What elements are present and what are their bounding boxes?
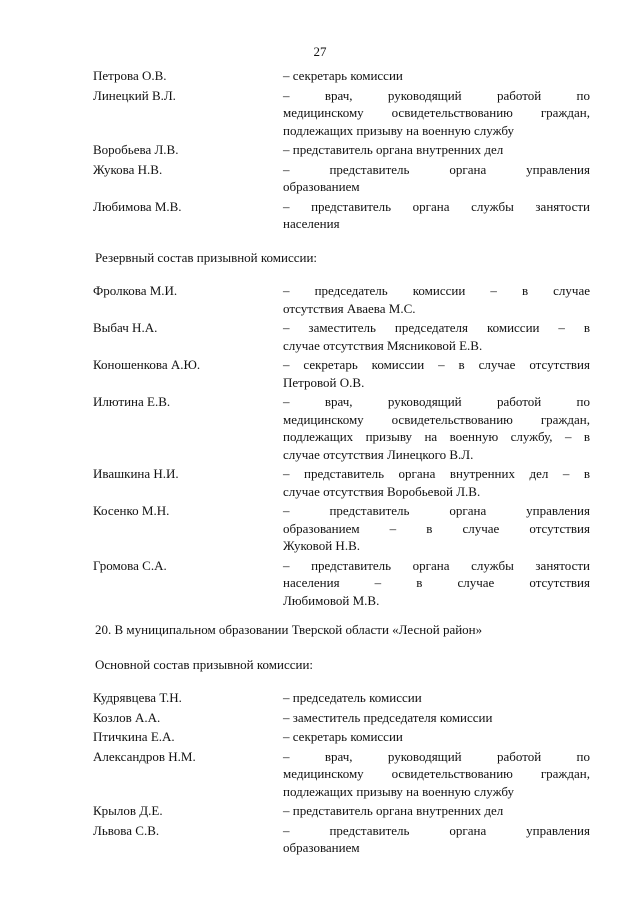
member-name: Кудрявцева Т.Н. [93, 690, 182, 705]
role-line: – представитель органа службы занятости [283, 198, 590, 214]
role-line: подлежащих призыву на военную службу [283, 122, 514, 138]
role-line: образованием – в случае отсутствия [283, 520, 590, 536]
member-name: Воробьева Л.В. [93, 142, 179, 157]
role-line: – секретарь комиссии [283, 729, 403, 744]
role-line: медицинскому освидетельствованию граждан, [283, 766, 590, 781]
role-line: Петровой О.В. [283, 374, 365, 390]
member-role [283, 393, 590, 463]
member-name: Коношенкова А.Ю. [93, 357, 201, 372]
role-line: – представитель органа управления [283, 161, 590, 177]
reserve-heading: Резервный состав призывной комиссии: [95, 250, 318, 265]
member-role [283, 802, 590, 820]
role-line: – представитель органа управления [283, 503, 590, 518]
role-line: медицинскому освидетельствованию граждан, [283, 411, 590, 427]
role-line: населения [283, 216, 340, 231]
member-role [283, 87, 590, 140]
member-name: Выбач Н.А. [93, 320, 158, 335]
member-name: Линецкий В.Л. [93, 87, 176, 103]
section-20-heading: 20. В муниципальном образовании Тверской области «Лесной район» [95, 622, 483, 637]
role-line: – представитель органа службы занятости [283, 557, 590, 573]
member-role [283, 282, 590, 317]
member-role [283, 728, 590, 746]
member-role [283, 319, 590, 354]
member-role [283, 557, 590, 610]
member-name: Птичкина Е.А. [93, 729, 175, 744]
member-name: Косенко М.Н. [93, 503, 170, 518]
member-role [283, 822, 590, 857]
role-line: медицинскому освидетельствованию граждан, [283, 105, 590, 120]
main-heading: Основной состав призывной комиссии: [95, 657, 314, 672]
role-line: населения – в случае отсутствия [283, 575, 590, 590]
member-name: Козлов А.А. [93, 709, 161, 725]
member-role [283, 141, 590, 159]
member-name: Ивашкина Н.И. [93, 466, 179, 481]
role-line: случае отсутствия Мясниковой Е.В. [283, 337, 483, 353]
member-role [283, 748, 590, 801]
member-role [283, 689, 590, 707]
member-name: Любимова М.В. [93, 198, 182, 214]
role-line: – представитель органа управления [283, 822, 590, 838]
role-line: – врач, руководящий работой по [283, 394, 590, 409]
member-name: Жукова Н.В. [93, 161, 163, 177]
role-line: – врач, руководящий работой по [283, 748, 590, 764]
member-name: Крылов Д.Е. [93, 803, 163, 818]
role-line: – представитель органа внутренних дел [283, 142, 504, 157]
member-role [283, 356, 590, 391]
role-line: – заместитель председателя комиссии – в [283, 320, 590, 335]
role-line: образованием [283, 179, 360, 194]
role-line: – председатель комиссии [283, 690, 422, 705]
role-line: – заместитель председателя комиссии [283, 709, 493, 725]
role-line: Жуковой Н.В. [283, 538, 360, 553]
role-line: отсутствия Аваева М.С. [283, 300, 416, 316]
role-line: случае отсутствия Линецкого В.Л. [283, 446, 474, 462]
member-role [283, 198, 590, 233]
role-line: – представитель органа внутренних дел [283, 803, 504, 818]
role-line: – врач, руководящий работой по [283, 87, 590, 103]
member-name: Илютина Е.В. [93, 394, 171, 409]
member-role [283, 502, 590, 555]
member-role [283, 161, 590, 196]
role-line: образованием [283, 840, 360, 855]
role-line: Любимовой М.В. [283, 592, 380, 608]
member-role [283, 709, 590, 727]
member-name: Громова С.А. [93, 557, 167, 573]
role-line: случае отсутствия Воробьевой Л.В. [283, 483, 481, 499]
member-name: Фролкова М.И. [93, 283, 178, 298]
member-name: Александров Н.М. [93, 748, 196, 764]
role-line: – секретарь комиссии [283, 68, 403, 83]
member-name: Львова С.В. [93, 822, 160, 838]
role-line: подлежащих призыву на военную службу [283, 783, 514, 799]
page-number: 27 [313, 44, 327, 59]
role-line: подлежащих призыву на военную службу, – в [283, 429, 590, 444]
role-line: – председатель комиссии – в случае [283, 283, 590, 298]
member-name: Петрова О.В. [93, 68, 167, 83]
member-role [283, 67, 590, 85]
role-line: – секретарь комиссии – в случае отсутствия [283, 357, 590, 372]
role-line: – представитель органа внутренних дел – в [283, 466, 590, 481]
member-role [283, 465, 590, 500]
